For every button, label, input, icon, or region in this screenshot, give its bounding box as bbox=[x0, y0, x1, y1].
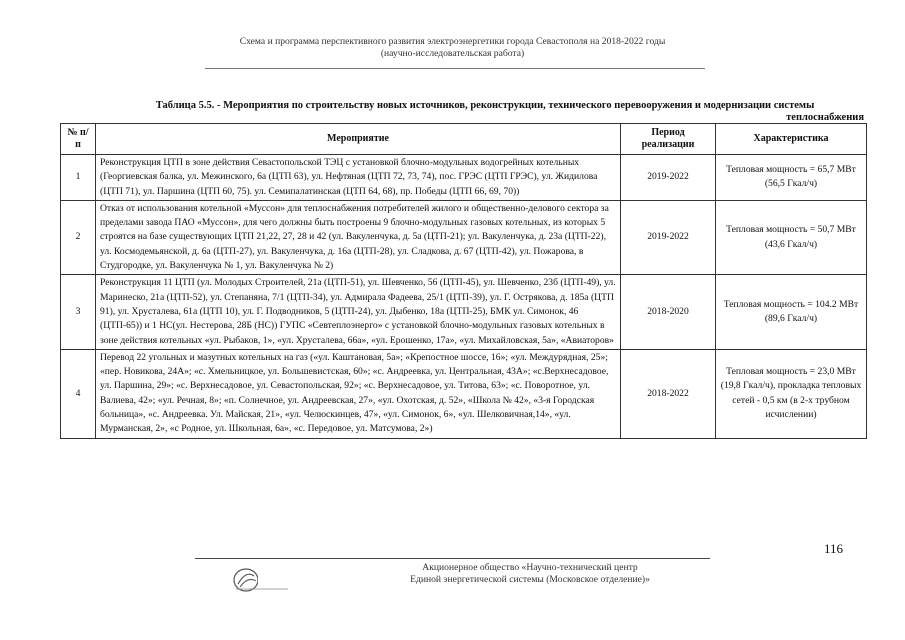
footer bbox=[330, 562, 730, 586]
row-characteristic: Тепловая мощность = 50,7 МВт (43,6 Гкал/ч) bbox=[716, 200, 867, 274]
table-row bbox=[61, 155, 867, 201]
page-number: 116 bbox=[824, 541, 844, 556]
table-row bbox=[61, 349, 867, 438]
row-event: Перевод 22 угольных и мазутных котельных на газ («ул. Каштановая, 5а»; «Крепостное шоссе, 16»; «ул. Междурядная, 25»; «пер. Новикова, 24А»; «с. Хмельницкое, ул. Большевистская, 60»; «с. Андреевка, ул. Центральная, 43А»; «с.Верхнесадовое, ул. Паршина, 29»; «с. Верхнесадовое, ул. Севастопольская, 92»; «с. Верхнесадовое, ул. Титова, 63»; «с. Поворотное, ул. Валиева, 42»; «ул. Речная, 8»; «п. Солнечное, ул. Андреевская, 27», «ул. Охотская, д. 52», «Школа № 42», «3-я Городская больница», «с. Андреевка. Ул. Майская, 21», «ул. Челюскинцев, 47», «ул. Симонок, 6», «ул. Шелковичная,14», «ул. Мурманская, 2», «с Родное, ул. Школьная, 6а», «с. Передовое, ул. Матсумова, 2») bbox=[96, 349, 621, 438]
row-period: 2018-2022 bbox=[621, 349, 716, 438]
company-logo bbox=[232, 566, 290, 594]
row-num: 1 bbox=[61, 155, 96, 201]
header-line-2: (научно-исследовательская работа) bbox=[380, 48, 525, 59]
footer-divider bbox=[195, 558, 710, 559]
row-characteristic: Тепловая мощность = 23,0 МВт (19,8 Гкал/ч), прокладка тепловых сетей - 0,5 км (в 2-х трубном исчислении) bbox=[716, 349, 867, 438]
row-num: 4 bbox=[61, 349, 96, 438]
row-event: Отказ от использования котельной «Муссон» для теплоснабжения потребителей жилого и общественно-делового сектора за пределами завода ПАО «Муссон», для чего должны быть построены 9 блочно-модульных газовых котельных, из которых 5 строятся на базе существующих ЦТП 21,22, 27, 28 и 42 (ул. Вакуленчука, д. 5а (ЦТП-21); ул. Вакуленчука, д. 23а (ЦТП-22), ул. Космодемьянской, д. 6а (ЦТП-27), ул. Вакуленчука, д. 16а (ЦТП-28), ул. Сладкова, д. 67 (ЦТП-42), ул. Пожарова, в Студгородке, ул. Вакуленчука № 1, ул. Вакуленчука № 2) bbox=[96, 200, 621, 274]
table-row bbox=[61, 200, 867, 274]
table-row bbox=[61, 275, 867, 349]
row-characteristic: Тепловая мощность = 104.2 МВт (89,6 Гкал/ч) bbox=[716, 275, 867, 349]
footer-line-2: Единой энергетической системы (Московское отделение)» bbox=[410, 574, 650, 585]
row-num: 2 bbox=[61, 200, 96, 274]
row-period: 2018-2020 bbox=[621, 275, 716, 349]
column-header-period: Период реализации bbox=[621, 124, 716, 155]
column-header-num: № п/п bbox=[61, 124, 96, 155]
column-header-event: Мероприятие bbox=[96, 124, 621, 155]
row-period: 2019-2022 bbox=[621, 155, 716, 201]
row-characteristic: Тепловая мощность = 65,7 МВт (56,5 Гкал/ч) bbox=[716, 155, 867, 201]
document-header bbox=[0, 36, 905, 60]
header-divider bbox=[205, 68, 705, 69]
header-line-1: Схема и программа перспективного развития электроэнергетики города Севастополя на 2018-2022 годы bbox=[239, 36, 666, 47]
row-period: 2019-2022 bbox=[621, 200, 716, 274]
column-header-characteristic: Характеристика bbox=[716, 124, 867, 155]
row-event: Реконструкция 11 ЦТП (ул. Молодых Строителей, 21а (ЦТП-51), ул. Шевченко, 56 (ЦТП-45), ул. Шевченко, 23б (ЦТП-49), ул. Маринеско, 21а (ЦТП-52), ул. Степаняна, 7/1 (ЦТП-34), ул. Адмирала Фадеева, 25/1 (ЦТП-39), ул. Г. Острякова, д. 185а (ЦТП 91), ул. Хрусталева, 61а (ЦТП 10), ул. Г. Подводников, 5 (ЦТП-24), ул. Дыбенко, 18а (ЦТП-25), БМК ул. Симонок, 46 (ЦТП-65)) и 1 НС(ул. Нестерова, 28Б (НС)) ГУПС «Севтеплоэнерго» с установкой блочно-модульных газовых котельных в зоне действия котельных «ул. Рыбаков, 1», «ул. Хрусталева, 66а», «ул. Ерошенко, 17а», «ул. Михайловская, 5а», «Авиаторов» bbox=[96, 275, 621, 349]
row-num: 3 bbox=[61, 275, 96, 349]
table-title-tail: теплоснабжения bbox=[786, 112, 864, 123]
measures-table bbox=[60, 123, 867, 439]
footer-line-1: Акционерное общество «Научно-технический центр bbox=[422, 562, 638, 573]
table-header-row bbox=[61, 124, 867, 155]
table-title bbox=[100, 100, 870, 124]
row-event: Реконструкция ЦТП в зоне действия Севастопольской ТЭЦ с установкой блочно-модульных водогрейных котельных (Георгиевская балка, ул. Межинского, 6а (ЦТП 63), ул. Нефтяная (ЦТП 72, 73, 74), пос. ГРЭС (ЦТП ГРЭС), ул. Жидилова (ЦТП 71), ул. Паршина (ЦТП 60, 75). ул. Семипалатинская (ЦТП 64, 68), пр. Победы (ЦТП 66, 69, 70)) bbox=[96, 155, 621, 201]
table-title-main: Таблица 5.5. - Мероприятия по строительству новых источников, реконструкции, технического перевооружения и модернизации системы bbox=[155, 100, 815, 111]
